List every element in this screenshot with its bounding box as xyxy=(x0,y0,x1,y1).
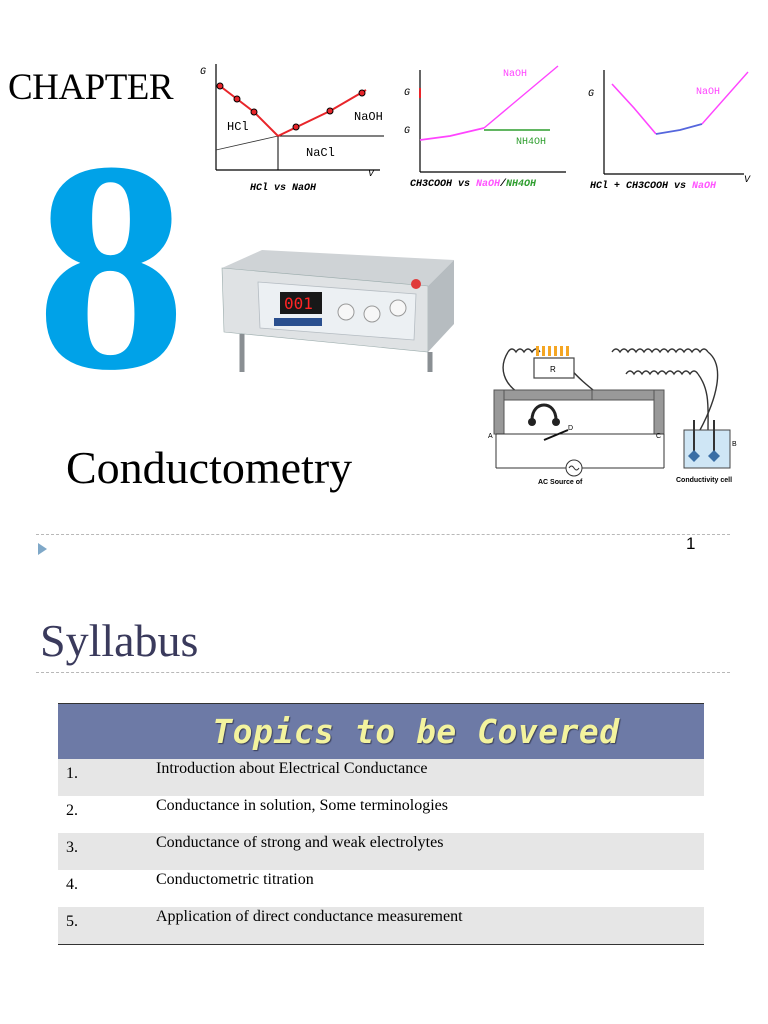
graph-y-axis-label: G xyxy=(200,67,207,78)
topic-text: Application of direct conductance measurement xyxy=(156,907,704,945)
table-row xyxy=(58,833,704,870)
syllabus-title: Syllabus xyxy=(40,615,199,666)
graph-caption: HCl + CH3COOH vs NaOH xyxy=(590,181,717,192)
topic-text: Conductance of strong and weak electrolytes xyxy=(156,833,704,870)
table-header: Topics to be Covered xyxy=(212,712,620,751)
graph-caption: HCl vs NaOH xyxy=(250,183,317,194)
point-b-label: B xyxy=(732,441,737,448)
graph-y-axis-label: G xyxy=(404,88,411,99)
graph-label-hcl: HCl xyxy=(227,120,249,134)
topics-table xyxy=(58,703,704,945)
slide-divider xyxy=(36,534,730,535)
point-d-label: D xyxy=(568,425,574,432)
topic-number: 3. xyxy=(58,833,156,870)
slide-title: Conductometry xyxy=(66,442,353,493)
graph-label-nacl: NaCl xyxy=(306,146,335,160)
graph-caption: CH3COOH vs NaOH/NH4OH xyxy=(410,179,537,190)
topic-text: Conductance in solution, Some terminologies xyxy=(156,796,704,833)
graph-hcl-ch3cooh-vs-naoh xyxy=(584,64,756,196)
graph-y-axis-label-2: G xyxy=(404,126,411,137)
table-row xyxy=(58,907,704,945)
conductivity-meter-image xyxy=(218,248,454,374)
chapter-label: CHAPTER xyxy=(8,67,174,108)
topic-text: Introduction about Electrical Conductance xyxy=(156,759,704,796)
chapter-number: 8 xyxy=(36,100,186,432)
table-row xyxy=(58,870,704,907)
meter-display: 001 xyxy=(284,294,313,313)
graph-label-naoh: NaOH xyxy=(696,87,721,98)
graph-x-axis-label: V xyxy=(368,169,375,180)
topic-number: 2. xyxy=(58,796,156,833)
conductivity-cell-label: Conductivity cell xyxy=(676,477,733,484)
graph-label-naoh: NaOH xyxy=(503,69,528,80)
table-header-row xyxy=(58,704,704,760)
slide-marker-icon xyxy=(38,543,47,555)
graph-label-naoh: NaOH xyxy=(354,110,383,124)
ac-source-label: AC Source of xyxy=(538,479,583,486)
point-c-label: C xyxy=(656,433,662,440)
resistor-label: R xyxy=(550,365,556,374)
topic-text: Conductometric titration xyxy=(156,870,704,907)
graph-hcl-vs-naoh xyxy=(196,50,392,196)
topic-number: 5. xyxy=(58,907,156,945)
point-a-label: A xyxy=(488,433,493,440)
graph-x-axis-label: V xyxy=(744,175,751,186)
graph-ch3cooh-vs-naoh-nh4oh xyxy=(400,60,574,196)
topic-number: 1. xyxy=(58,759,156,796)
topic-number: 4. xyxy=(58,870,156,907)
title-divider xyxy=(36,672,730,673)
table-row xyxy=(58,796,704,833)
conductance-circuit-diagram xyxy=(488,338,746,490)
graph-label-nh4oh: NH4OH xyxy=(516,137,547,148)
table-row xyxy=(58,759,704,796)
page-number: 1 xyxy=(686,534,696,553)
graph-y-axis-label: G xyxy=(588,89,595,100)
